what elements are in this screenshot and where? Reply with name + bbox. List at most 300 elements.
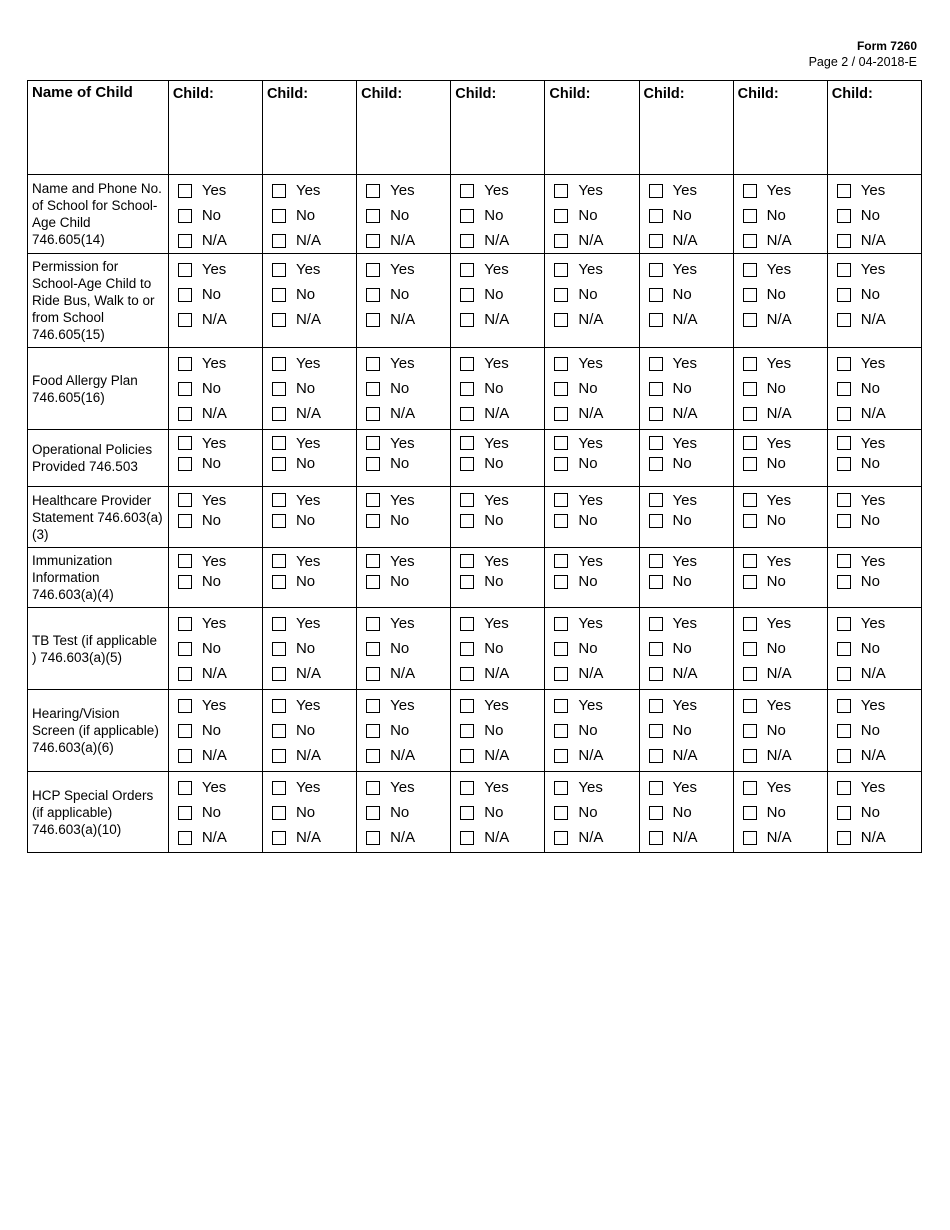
checkbox[interactable]: [366, 288, 380, 302]
option-yes[interactable]: [554, 351, 638, 376]
checkbox[interactable]: [837, 642, 851, 656]
option-no[interactable]: [272, 636, 356, 661]
option-yes[interactable]: [178, 178, 262, 203]
option-no[interactable]: [366, 572, 450, 593]
option-yes[interactable]: [460, 178, 544, 203]
option-yes[interactable]: [366, 351, 450, 376]
option-yes[interactable]: [366, 433, 450, 454]
checkbox[interactable]: [649, 382, 663, 396]
checkbox[interactable]: [554, 724, 568, 738]
option-na[interactable]: [743, 307, 827, 332]
checkbox[interactable]: [178, 699, 192, 713]
option-no[interactable]: [554, 636, 638, 661]
checkbox[interactable]: [460, 493, 474, 507]
checkbox[interactable]: [460, 749, 474, 763]
checkbox[interactable]: [837, 493, 851, 507]
option-yes[interactable]: [743, 611, 827, 636]
checkbox[interactable]: [743, 617, 757, 631]
option-yes[interactable]: [554, 490, 638, 511]
option-no[interactable]: [460, 572, 544, 593]
option-no[interactable]: [743, 203, 827, 228]
option-no[interactable]: [366, 203, 450, 228]
option-no[interactable]: [743, 454, 827, 475]
checkbox[interactable]: [272, 436, 286, 450]
option-yes[interactable]: [837, 257, 921, 282]
option-na[interactable]: [649, 307, 733, 332]
checkbox[interactable]: [554, 209, 568, 223]
option-yes[interactable]: [743, 693, 827, 718]
checkbox[interactable]: [272, 699, 286, 713]
option-na[interactable]: [366, 661, 450, 686]
checkbox[interactable]: [366, 749, 380, 763]
checkbox[interactable]: [837, 209, 851, 223]
checkbox[interactable]: [178, 667, 192, 681]
checkbox[interactable]: [837, 699, 851, 713]
option-yes[interactable]: [649, 433, 733, 454]
option-no[interactable]: [366, 282, 450, 307]
option-na[interactable]: [366, 307, 450, 332]
checkbox[interactable]: [178, 514, 192, 528]
option-yes[interactable]: [178, 490, 262, 511]
checkbox[interactable]: [554, 781, 568, 795]
option-no[interactable]: [460, 800, 544, 825]
option-no[interactable]: [554, 454, 638, 475]
checkbox[interactable]: [178, 806, 192, 820]
option-yes[interactable]: [366, 611, 450, 636]
option-no[interactable]: [554, 203, 638, 228]
checkbox[interactable]: [460, 436, 474, 450]
checkbox[interactable]: [743, 263, 757, 277]
option-na[interactable]: [460, 825, 544, 850]
option-yes[interactable]: [460, 490, 544, 511]
option-yes[interactable]: [366, 257, 450, 282]
option-yes[interactable]: [272, 693, 356, 718]
checkbox[interactable]: [460, 806, 474, 820]
checkbox[interactable]: [649, 263, 663, 277]
checkbox[interactable]: [649, 184, 663, 198]
checkbox[interactable]: [178, 724, 192, 738]
checkbox[interactable]: [366, 407, 380, 421]
option-no[interactable]: [178, 800, 262, 825]
option-yes[interactable]: [460, 611, 544, 636]
checkbox[interactable]: [272, 749, 286, 763]
checkbox[interactable]: [272, 493, 286, 507]
checkbox[interactable]: [743, 209, 757, 223]
checkbox[interactable]: [366, 436, 380, 450]
checkbox[interactable]: [366, 831, 380, 845]
checkbox[interactable]: [743, 781, 757, 795]
option-no[interactable]: [743, 800, 827, 825]
option-na[interactable]: [178, 743, 262, 768]
checkbox[interactable]: [743, 382, 757, 396]
option-no[interactable]: [272, 376, 356, 401]
option-yes[interactable]: [554, 257, 638, 282]
checkbox[interactable]: [649, 288, 663, 302]
checkbox[interactable]: [366, 781, 380, 795]
checkbox[interactable]: [743, 436, 757, 450]
checkbox[interactable]: [743, 288, 757, 302]
checkbox[interactable]: [837, 288, 851, 302]
option-yes[interactable]: [366, 551, 450, 572]
checkbox[interactable]: [460, 382, 474, 396]
option-na[interactable]: [460, 661, 544, 686]
checkbox[interactable]: [178, 209, 192, 223]
option-yes[interactable]: [649, 551, 733, 572]
checkbox[interactable]: [743, 806, 757, 820]
option-yes[interactable]: [649, 775, 733, 800]
option-yes[interactable]: [837, 351, 921, 376]
checkbox[interactable]: [743, 313, 757, 327]
checkbox[interactable]: [366, 184, 380, 198]
option-no[interactable]: [366, 454, 450, 475]
checkbox[interactable]: [743, 749, 757, 763]
option-no[interactable]: [178, 203, 262, 228]
checkbox[interactable]: [178, 617, 192, 631]
checkbox[interactable]: [554, 575, 568, 589]
option-yes[interactable]: [272, 351, 356, 376]
checkbox[interactable]: [649, 806, 663, 820]
checkbox[interactable]: [649, 617, 663, 631]
option-no[interactable]: [837, 572, 921, 593]
checkbox[interactable]: [837, 617, 851, 631]
option-yes[interactable]: [178, 551, 262, 572]
checkbox[interactable]: [366, 575, 380, 589]
option-no[interactable]: [178, 454, 262, 475]
checkbox[interactable]: [366, 493, 380, 507]
option-na[interactable]: [272, 661, 356, 686]
checkbox[interactable]: [272, 357, 286, 371]
option-na[interactable]: [743, 661, 827, 686]
option-na[interactable]: [460, 743, 544, 768]
option-no[interactable]: [837, 636, 921, 661]
checkbox[interactable]: [460, 699, 474, 713]
checkbox[interactable]: [837, 667, 851, 681]
option-na[interactable]: [460, 401, 544, 426]
option-yes[interactable]: [837, 490, 921, 511]
option-yes[interactable]: [743, 351, 827, 376]
checkbox[interactable]: [649, 514, 663, 528]
option-na[interactable]: [837, 661, 921, 686]
checkbox[interactable]: [272, 514, 286, 528]
checkbox[interactable]: [649, 642, 663, 656]
option-yes[interactable]: [743, 257, 827, 282]
checkbox[interactable]: [178, 436, 192, 450]
option-no[interactable]: [649, 511, 733, 532]
child-column-header[interactable]: Child:: [262, 81, 356, 175]
option-yes[interactable]: [178, 611, 262, 636]
checkbox[interactable]: [743, 407, 757, 421]
option-na[interactable]: [837, 228, 921, 253]
child-column-header[interactable]: Child:: [451, 81, 545, 175]
option-no[interactable]: [743, 282, 827, 307]
option-no[interactable]: [649, 454, 733, 475]
option-no[interactable]: [366, 636, 450, 661]
child-column-header[interactable]: Child:: [827, 81, 921, 175]
checkbox[interactable]: [272, 575, 286, 589]
option-yes[interactable]: [460, 551, 544, 572]
checkbox[interactable]: [272, 667, 286, 681]
option-yes[interactable]: [743, 775, 827, 800]
option-no[interactable]: [837, 454, 921, 475]
option-yes[interactable]: [837, 775, 921, 800]
option-na[interactable]: [272, 307, 356, 332]
option-na[interactable]: [837, 743, 921, 768]
option-yes[interactable]: [460, 351, 544, 376]
checkbox[interactable]: [837, 514, 851, 528]
checkbox[interactable]: [554, 831, 568, 845]
option-yes[interactable]: [272, 433, 356, 454]
option-no[interactable]: [554, 718, 638, 743]
option-no[interactable]: [460, 718, 544, 743]
checkbox[interactable]: [554, 493, 568, 507]
option-no[interactable]: [743, 636, 827, 661]
checkbox[interactable]: [460, 554, 474, 568]
checkbox[interactable]: [743, 699, 757, 713]
option-no[interactable]: [460, 511, 544, 532]
checkbox[interactable]: [460, 209, 474, 223]
option-no[interactable]: [272, 203, 356, 228]
option-no[interactable]: [743, 718, 827, 743]
checkbox[interactable]: [178, 749, 192, 763]
checkbox[interactable]: [837, 781, 851, 795]
option-na[interactable]: [649, 228, 733, 253]
checkbox[interactable]: [649, 436, 663, 450]
option-na[interactable]: [649, 661, 733, 686]
option-na[interactable]: [649, 401, 733, 426]
option-yes[interactable]: [366, 693, 450, 718]
checkbox[interactable]: [554, 514, 568, 528]
checkbox[interactable]: [837, 806, 851, 820]
checkbox[interactable]: [460, 575, 474, 589]
checkbox[interactable]: [460, 457, 474, 471]
checkbox[interactable]: [460, 357, 474, 371]
option-no[interactable]: [837, 511, 921, 532]
checkbox[interactable]: [743, 667, 757, 681]
option-no[interactable]: [649, 282, 733, 307]
option-no[interactable]: [366, 511, 450, 532]
checkbox[interactable]: [837, 724, 851, 738]
checkbox[interactable]: [554, 617, 568, 631]
option-yes[interactable]: [837, 611, 921, 636]
option-no[interactable]: [649, 572, 733, 593]
option-na[interactable]: [366, 228, 450, 253]
checkbox[interactable]: [366, 514, 380, 528]
checkbox[interactable]: [272, 234, 286, 248]
checkbox[interactable]: [743, 575, 757, 589]
option-no[interactable]: [178, 376, 262, 401]
checkbox[interactable]: [554, 554, 568, 568]
option-no[interactable]: [460, 203, 544, 228]
child-column-header[interactable]: Child:: [545, 81, 639, 175]
checkbox[interactable]: [366, 667, 380, 681]
option-no[interactable]: [649, 718, 733, 743]
option-no[interactable]: [554, 800, 638, 825]
checkbox[interactable]: [460, 642, 474, 656]
option-yes[interactable]: [837, 693, 921, 718]
checkbox[interactable]: [178, 831, 192, 845]
option-yes[interactable]: [743, 551, 827, 572]
option-yes[interactable]: [649, 490, 733, 511]
checkbox[interactable]: [837, 749, 851, 763]
option-yes[interactable]: [178, 775, 262, 800]
option-yes[interactable]: [649, 611, 733, 636]
checkbox[interactable]: [554, 642, 568, 656]
checkbox[interactable]: [366, 617, 380, 631]
checkbox[interactable]: [272, 831, 286, 845]
option-no[interactable]: [178, 572, 262, 593]
option-yes[interactable]: [837, 551, 921, 572]
checkbox[interactable]: [272, 781, 286, 795]
checkbox[interactable]: [837, 234, 851, 248]
option-no[interactable]: [366, 800, 450, 825]
option-no[interactable]: [649, 203, 733, 228]
option-na[interactable]: [554, 661, 638, 686]
option-na[interactable]: [178, 825, 262, 850]
option-na[interactable]: [272, 228, 356, 253]
option-yes[interactable]: [649, 257, 733, 282]
option-na[interactable]: [837, 401, 921, 426]
checkbox[interactable]: [649, 749, 663, 763]
option-yes[interactable]: [366, 490, 450, 511]
checkbox[interactable]: [649, 724, 663, 738]
option-na[interactable]: [649, 743, 733, 768]
option-na[interactable]: [743, 228, 827, 253]
option-no[interactable]: [743, 511, 827, 532]
option-yes[interactable]: [554, 551, 638, 572]
checkbox[interactable]: [460, 184, 474, 198]
option-no[interactable]: [272, 454, 356, 475]
option-no[interactable]: [837, 376, 921, 401]
checkbox[interactable]: [460, 617, 474, 631]
checkbox[interactable]: [554, 263, 568, 277]
checkbox[interactable]: [178, 263, 192, 277]
checkbox[interactable]: [178, 457, 192, 471]
checkbox[interactable]: [272, 313, 286, 327]
option-yes[interactable]: [837, 433, 921, 454]
checkbox[interactable]: [649, 209, 663, 223]
option-no[interactable]: [272, 800, 356, 825]
option-na[interactable]: [837, 307, 921, 332]
option-no[interactable]: [554, 511, 638, 532]
option-yes[interactable]: [649, 178, 733, 203]
option-no[interactable]: [460, 282, 544, 307]
checkbox[interactable]: [554, 407, 568, 421]
checkbox[interactable]: [554, 313, 568, 327]
checkbox[interactable]: [837, 575, 851, 589]
option-na[interactable]: [178, 401, 262, 426]
checkbox[interactable]: [837, 554, 851, 568]
checkbox[interactable]: [178, 184, 192, 198]
option-yes[interactable]: [743, 178, 827, 203]
checkbox[interactable]: [272, 724, 286, 738]
checkbox[interactable]: [649, 831, 663, 845]
checkbox[interactable]: [837, 436, 851, 450]
checkbox[interactable]: [743, 493, 757, 507]
checkbox[interactable]: [743, 831, 757, 845]
checkbox[interactable]: [272, 184, 286, 198]
option-no[interactable]: [178, 282, 262, 307]
checkbox[interactable]: [272, 457, 286, 471]
option-yes[interactable]: [272, 611, 356, 636]
option-na[interactable]: [460, 228, 544, 253]
option-yes[interactable]: [272, 551, 356, 572]
option-no[interactable]: [554, 282, 638, 307]
checkbox[interactable]: [649, 234, 663, 248]
option-yes[interactable]: [649, 693, 733, 718]
checkbox[interactable]: [649, 667, 663, 681]
checkbox[interactable]: [460, 288, 474, 302]
option-yes[interactable]: [272, 775, 356, 800]
option-yes[interactable]: [366, 178, 450, 203]
option-no[interactable]: [272, 718, 356, 743]
checkbox[interactable]: [460, 724, 474, 738]
checkbox[interactable]: [366, 554, 380, 568]
checkbox[interactable]: [178, 493, 192, 507]
checkbox[interactable]: [743, 642, 757, 656]
checkbox[interactable]: [649, 313, 663, 327]
option-yes[interactable]: [178, 351, 262, 376]
option-na[interactable]: [743, 825, 827, 850]
option-yes[interactable]: [743, 433, 827, 454]
checkbox[interactable]: [178, 357, 192, 371]
option-no[interactable]: [837, 282, 921, 307]
option-no[interactable]: [649, 636, 733, 661]
option-no[interactable]: [649, 376, 733, 401]
checkbox[interactable]: [460, 514, 474, 528]
checkbox[interactable]: [460, 263, 474, 277]
checkbox[interactable]: [554, 382, 568, 396]
option-yes[interactable]: [837, 178, 921, 203]
option-no[interactable]: [460, 376, 544, 401]
checkbox[interactable]: [837, 263, 851, 277]
checkbox[interactable]: [837, 184, 851, 198]
option-yes[interactable]: [272, 490, 356, 511]
checkbox[interactable]: [272, 263, 286, 277]
option-na[interactable]: [272, 401, 356, 426]
option-na[interactable]: [554, 401, 638, 426]
option-na[interactable]: [554, 228, 638, 253]
option-na[interactable]: [366, 743, 450, 768]
option-yes[interactable]: [460, 433, 544, 454]
checkbox[interactable]: [178, 554, 192, 568]
checkbox[interactable]: [743, 357, 757, 371]
checkbox[interactable]: [460, 407, 474, 421]
option-yes[interactable]: [743, 490, 827, 511]
checkbox[interactable]: [178, 575, 192, 589]
checkbox[interactable]: [837, 457, 851, 471]
option-yes[interactable]: [554, 775, 638, 800]
option-na[interactable]: [554, 743, 638, 768]
option-no[interactable]: [178, 636, 262, 661]
checkbox[interactable]: [272, 617, 286, 631]
option-no[interactable]: [178, 511, 262, 532]
option-na[interactable]: [272, 743, 356, 768]
option-yes[interactable]: [460, 775, 544, 800]
checkbox[interactable]: [272, 407, 286, 421]
checkbox[interactable]: [366, 234, 380, 248]
checkbox[interactable]: [649, 554, 663, 568]
checkbox[interactable]: [649, 781, 663, 795]
checkbox[interactable]: [554, 436, 568, 450]
option-yes[interactable]: [460, 693, 544, 718]
option-na[interactable]: [554, 825, 638, 850]
checkbox[interactable]: [649, 457, 663, 471]
option-na[interactable]: [366, 825, 450, 850]
option-yes[interactable]: [178, 433, 262, 454]
option-no[interactable]: [460, 454, 544, 475]
option-no[interactable]: [460, 636, 544, 661]
checkbox[interactable]: [554, 357, 568, 371]
